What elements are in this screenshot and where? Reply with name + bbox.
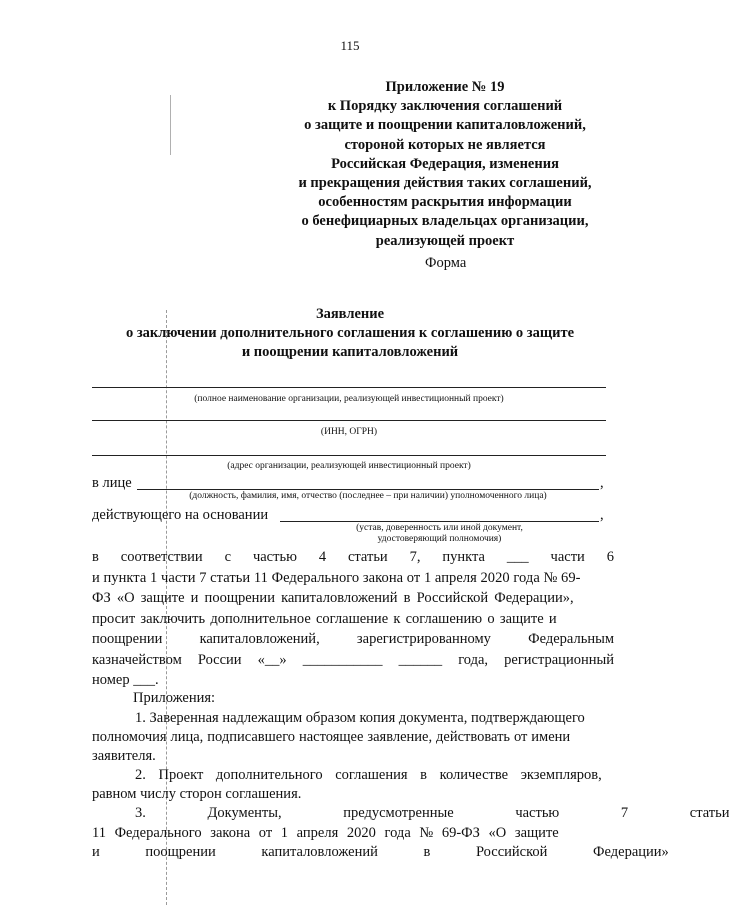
basis-caption-2: удостоверяющий полномочия) <box>377 534 502 544</box>
basis-caption-1: (устав, доверенность или иной документ, <box>356 523 523 533</box>
body-line: в соответствии с частью 4 статьи 7, пункта ___ части 6 <box>92 549 614 565</box>
org-name-caption: (полное наименование организации, реализующей инвестиционный проект) <box>194 394 504 404</box>
appendix-line: стороной которых не является <box>344 136 546 153</box>
basis-field[interactable] <box>280 521 599 522</box>
inn-ogrn-caption: (ИНН, ОГРН) <box>320 427 378 437</box>
body-line: просит заключить дополнительное соглашение к соглашению о защите и <box>92 610 557 627</box>
body-line: ФЗ «О защите и поощрении капиталовложений в Российской Федерации», <box>92 590 574 606</box>
org-name-field[interactable] <box>92 387 606 388</box>
appendix-line: Приложение № 19 <box>385 79 505 95</box>
title-line: Заявление <box>315 306 385 322</box>
person-field[interactable] <box>137 489 599 490</box>
appendix-header <box>270 78 620 251</box>
document-title <box>90 305 610 362</box>
appendix-line: особенностям раскрытия информации <box>318 194 572 211</box>
appendix-line: о бенефициарных владельцах организации, <box>301 213 589 230</box>
appendix-line: и прекращения действия таких соглашений, <box>298 175 592 192</box>
body-paragraph <box>92 547 614 691</box>
body-line: номер ___. <box>92 672 159 688</box>
address-field[interactable] <box>92 455 606 456</box>
title-line: и поощрении капиталовложений <box>241 344 459 360</box>
body-line: и пункта 1 части 7 статьи 11 Федерального закона от 1 апреля 2020 года № 69- <box>92 569 581 586</box>
page-number: 115 <box>340 38 360 53</box>
body-line: казначейством России «__» ___________ ______ года, регистрационный <box>92 651 614 668</box>
scan-fold-mark-top <box>170 95 171 155</box>
comma: , <box>600 507 604 523</box>
attachment-3: 3. Документы, предусмотренные частью 7 статьи 11 Федерального закона от 1 апреля 2020 года № 69-ФЗ «О защите и поощрении капиталовложений в Российской Федерации» <box>92 805 729 860</box>
appendix-line: к Порядку заключения соглашений <box>327 98 563 115</box>
in-person-label: в лице <box>92 475 132 491</box>
appendix-line: Российская Федерация, изменения <box>331 155 559 172</box>
comma: , <box>600 475 604 491</box>
title-line: о заключении дополнительного соглашения к соглашению о защите <box>125 325 575 341</box>
attachments-heading: Приложения: <box>133 690 216 706</box>
form-label: Форма <box>425 255 467 271</box>
body-line: поощрении капиталовложений, зарегистрированному Федеральным <box>92 631 614 647</box>
attachment-1: 1. Заверенная надлежащим образом копия документа, подтверждающего полномочия лица, подписавшего настоящее заявление, действовать от имени заявителя. <box>92 710 585 764</box>
inn-ogrn-field[interactable] <box>92 420 606 421</box>
attachment-2: 2. Проект дополнительного соглашения в количестве экземпляров, равном числу сторон соглашения. <box>92 767 602 802</box>
appendix-line: реализующей проект <box>375 232 515 249</box>
person-caption: (должность, фамилия, имя, отчество (последнее – при наличии) уполномоченного лица) <box>189 491 547 501</box>
appendix-line: о защите и поощрении капиталовложений, <box>304 117 586 134</box>
acting-basis-label: действующего на основании <box>92 507 269 523</box>
address-caption: (адрес организации, реализующей инвестиционный проект) <box>227 461 471 471</box>
